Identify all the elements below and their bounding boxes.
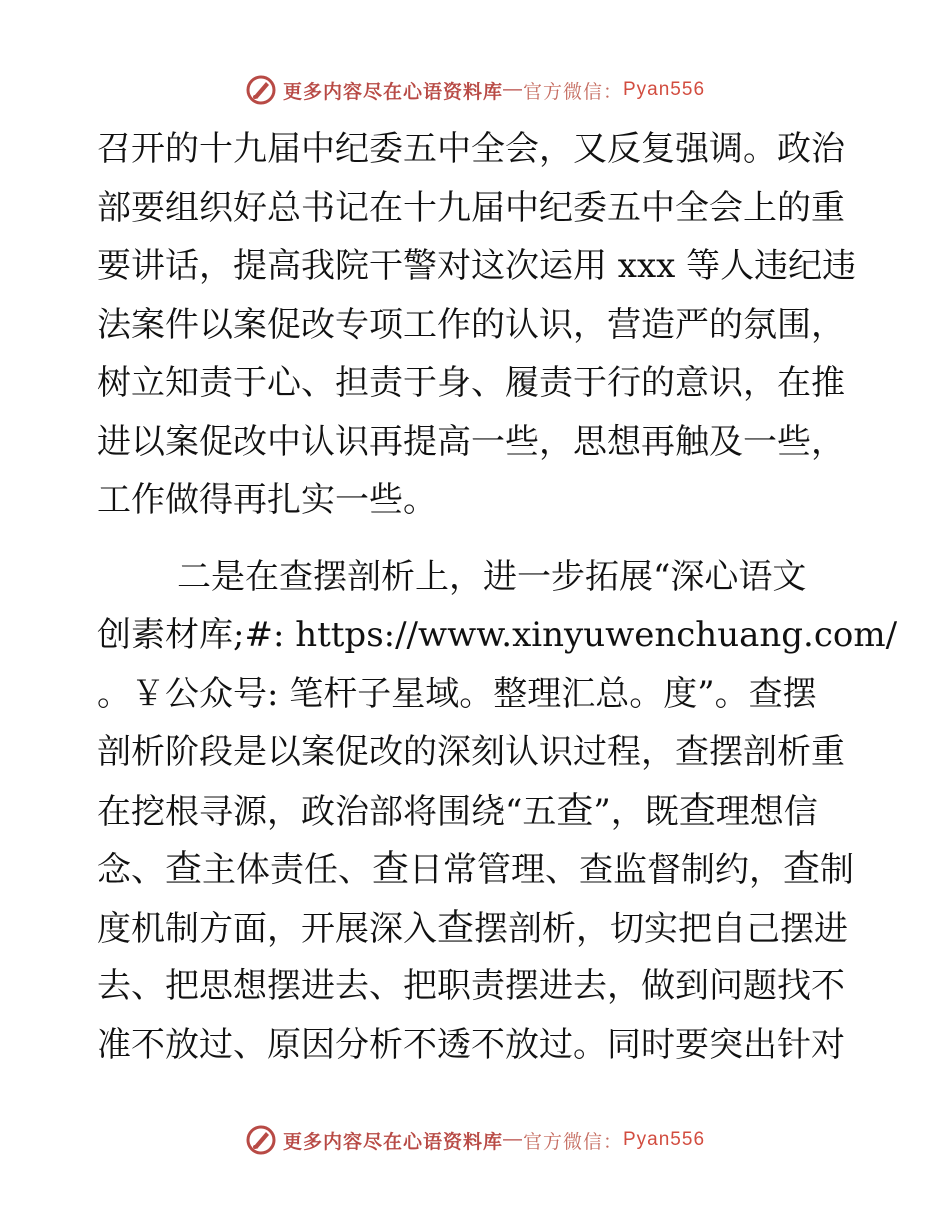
- header-dash: —: [502, 79, 523, 100]
- text-span: 制: [820, 850, 854, 890]
- text-line: [97, 840, 857, 899]
- text-span-sans: 查: [165, 847, 202, 890]
- text-span: 日常管理、查监督制约，: [409, 850, 783, 890]
- text-line: 剖析阶段是以案促改的深刻认识过程，查摆剖析重: [97, 732, 845, 772]
- footer-dash: —: [502, 1129, 523, 1150]
- text-line: 部要组织好总书记在十九届中纪委五中全会上的重: [97, 187, 845, 228]
- text-line: 召开的十九届中纪委五中全会，又反复强调。政治: [97, 129, 845, 169]
- text-line: 准不放过、原因分析不透不放过。同时要突出针对: [97, 1024, 845, 1065]
- text-span-sans: 查: [372, 847, 409, 890]
- text-line: 二是在查摆剖析上，进一步拓展“深心语文: [177, 556, 807, 597]
- text-span: ”，既: [593, 791, 679, 832]
- paragraph-1: [97, 120, 857, 530]
- text-span-sans: 查: [783, 847, 820, 890]
- footer-watermark: [0, 1120, 950, 1160]
- header-label: 更多内容尽在心语资料库: [282, 81, 503, 103]
- text-line: 树立知责于心、担责于身、履责于行的意识，在推: [97, 363, 845, 403]
- paragraph-2: [97, 548, 898, 1075]
- text-span: 理想信: [715, 791, 818, 832]
- red-pen-seal-icon: [245, 74, 277, 106]
- text-line: 工作做得再扎实一些。: [97, 480, 437, 520]
- text-line: 去、把思想摆进去、把职责摆进去，做到问题找不: [97, 966, 845, 1006]
- text-span: 在挖根寻源，政治部将围绕“五: [97, 791, 557, 832]
- text-span-sans: 查: [678, 788, 716, 832]
- footer-wechat-label: 官方微信：: [522, 1131, 623, 1153]
- text-span-sans: 查: [556, 788, 594, 832]
- document-body: [97, 120, 898, 1074]
- text-span-sans: 查: [437, 905, 474, 949]
- text-line: 。￥公众号: 笔杆子星域。整理汇总。度”。查摆: [97, 673, 817, 714]
- footer-label: 更多内容尽在心语资料库: [282, 1131, 503, 1153]
- text-span: 念、: [97, 850, 165, 890]
- red-pen-seal-icon: [245, 1124, 277, 1156]
- text-line: [97, 782, 857, 841]
- text-line: 法案件以案促改专项工作的认识，营造严的氛围，: [97, 304, 845, 345]
- text-span: 主体责任、: [202, 850, 372, 890]
- text-line: 进以案促改中认识再提高一些，思想再触及一些，: [97, 421, 845, 462]
- text-span: 度机制方面，开展深入: [97, 908, 437, 949]
- header-watermark: [0, 70, 950, 110]
- text-line: 要讲话，提高我院干警对这次运用 xxx 等人违纪违: [97, 246, 857, 286]
- text-span: 摆剖析，切实把自己摆进: [474, 908, 848, 949]
- text-line: [97, 899, 857, 958]
- text-line: 创素材库;#: https://www.xinyuwenchuang.com/: [97, 615, 898, 655]
- header-wechat-id: Pyan556: [623, 79, 706, 100]
- header-wechat-label: 官方微信：: [522, 81, 623, 103]
- footer-wechat-id: Pyan556: [623, 1129, 706, 1150]
